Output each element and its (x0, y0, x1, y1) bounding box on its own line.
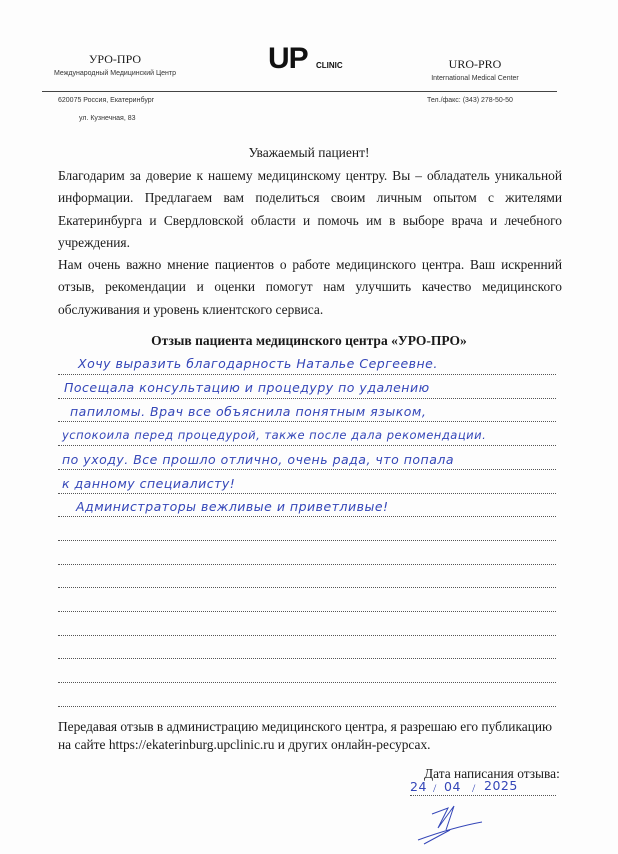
review-line: по уходу. Все прошло отлично, очень рада, что попала (62, 452, 455, 467)
date-separator: / (433, 781, 437, 795)
phone: Тел./факс: (343) 278-50-50 (427, 97, 513, 104)
logo-main: UP (268, 42, 308, 75)
intro-paragraph-1: Благодарим за доверие к нашему медицинскому центру. Вы – обладатель уникальной информации. Предлагаем вам поделиться своим личным опытом с жителями Екатеринбурга и Свердловской области и помочь им в выборе врача и лечебного учреждения. (58, 168, 562, 250)
dotted-write-line (58, 706, 556, 707)
dotted-write-line (58, 564, 556, 565)
header-divider (42, 91, 557, 92)
dotted-write-line (58, 445, 556, 446)
review-line: Хочу выразить благодарность Наталье Сергеевне. (78, 356, 438, 371)
signature (410, 800, 490, 850)
dotted-write-line (58, 540, 556, 541)
dotted-write-line (58, 682, 556, 683)
dotted-write-line (58, 635, 556, 636)
date-day: 24 (410, 779, 427, 794)
header-left-sub: Международный Медицинский Центр (53, 70, 176, 77)
date-label: Дата написания отзыва: (424, 766, 560, 781)
review-line: Посещала консультацию и процедуру по удалению (64, 380, 430, 395)
date-year: 2025 (484, 778, 518, 793)
intro-paragraph-2: Нам очень важно мнение пациентов о работе медицинского центра. Ваш искренний отзыв, рекомендации и оценки помогут нам улучшить качество медицинского обслуживания и уровень клиентского сервиса. (58, 257, 562, 317)
greeting: Уважаемый пациент! (248, 145, 370, 160)
dotted-write-line (58, 658, 556, 659)
date-separator: / (472, 781, 476, 795)
dotted-write-line (58, 516, 556, 517)
dotted-write-line (58, 421, 556, 422)
dotted-write-line (58, 398, 556, 399)
header-right-name: URO-PRO (448, 57, 502, 71)
review-line: Администраторы вежливые и приветливые! (76, 499, 389, 514)
form-title: Отзыв пациента медицинского центра «УРО-ПРО» (151, 333, 467, 348)
review-line: к данному специалисту! (62, 476, 236, 491)
header-left-name: УРО-ПРО (88, 52, 142, 66)
dotted-write-line (58, 469, 556, 470)
dotted-write-line (58, 587, 556, 588)
address-line-1: 620075 Россия, Екатеринбург (58, 97, 155, 104)
review-line: папиломы. Врач все объяснила понятным языком, (70, 404, 427, 419)
header-right-sub: International Medical Center (431, 75, 519, 82)
dotted-write-line (58, 374, 556, 375)
date-month: 04 (444, 779, 461, 794)
address-line-2: ул. Кузнечная, 83 (79, 115, 136, 122)
date-line (410, 795, 556, 796)
consent-text: Передавая отзыв в администрацию медицинского центра, я разрешаю его публикацию на сайте https://ekaterinburg.upclinic.ru и других онлайн-ресурсах. (58, 719, 553, 752)
intro-text (58, 165, 562, 321)
dotted-write-line (58, 611, 556, 612)
logo-sub: CLINIC (316, 61, 343, 70)
dotted-write-line (58, 493, 556, 494)
review-line: успокоила перед процедурой, также после дала рекомендации. (62, 428, 487, 442)
